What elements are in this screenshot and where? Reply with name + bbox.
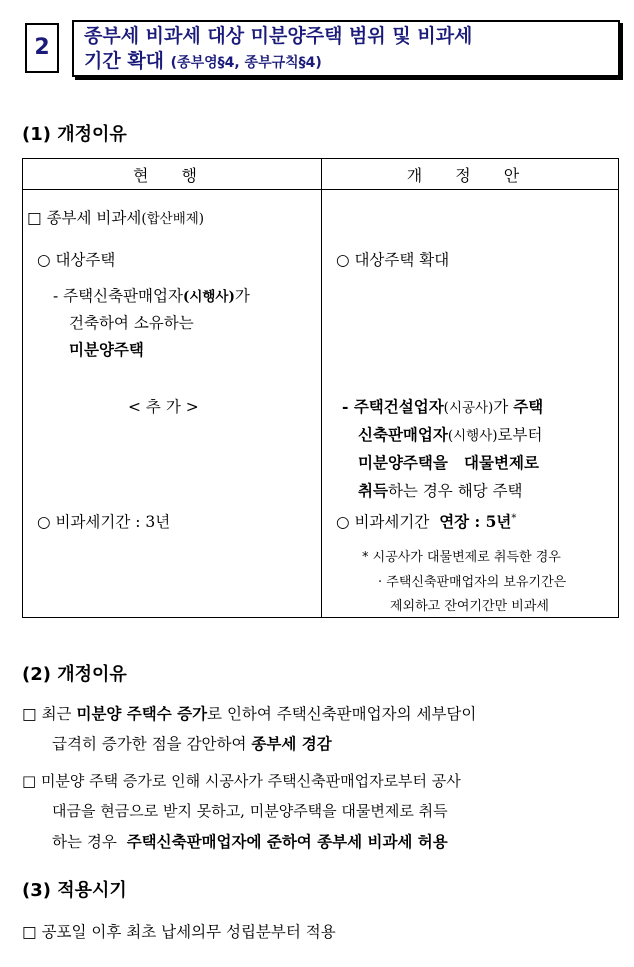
section-number-badge: 2 [25,23,59,73]
revised-dash-line-1 [342,395,543,417]
current-dash-text-b: (시행사) [182,289,235,305]
revised-note-1: * 시공사가 대물변제로 취득한 경우 [362,550,561,565]
revised-cell [322,190,619,618]
section-3-para-1: □ 공포일 이후 최초 납세의무 성립분부터 적용 [22,923,336,941]
revised-line3-a: 미분양주택을 [358,453,448,472]
revised-line3-b: 대물변제로 [464,453,539,472]
current-dash-text-a: - 주택신축판매업자 [53,287,183,305]
s2p2-b: 주택신축판매업자에 준하여 종부세 비과세 허용 [126,832,448,851]
revised-dash-text-c: 가 [493,398,509,416]
column-header-revised: 개 정 안 [322,159,619,190]
current-box-item-text: □ 종부세 비과세 [27,209,142,227]
revised-dash-text-b: (시공사) [443,400,494,416]
revised-line2-b: (시행사) [447,428,498,444]
current-box-item [27,206,204,228]
title-line-2 [84,49,608,76]
current-dash-text-c: 가 [234,287,250,305]
s2p1-e: 종부세 경감 [251,734,332,753]
revised-target-housing: ○ 대상주택 확대 [336,251,450,269]
revised-line2-c: 로부터 [497,426,543,444]
revised-line4-b: 하는 경우 해당 주택 [387,482,523,500]
s2p1-b: 미분양 주택수 증가 [76,704,208,723]
current-cell [23,190,322,618]
current-dash-item [53,284,250,306]
revised-period [336,510,516,532]
revised-period-star: * [511,512,517,524]
revised-note-3: 제외하고 잔여기간만 비과세 [390,599,549,614]
current-dash-line-3: 미분양주택 [69,340,144,359]
comparison-table [22,158,619,618]
section-2-para-1-line-2 [52,732,332,754]
section-2-para-2-line-3 [52,830,448,852]
revised-dash-line-3 [358,451,539,473]
current-box-item-note: (합산배제) [141,211,205,227]
revised-note-2: · 주택신축판매업자의 보유기간은 [378,575,567,590]
column-header-current: 현 행 [23,159,322,190]
s2p1-a: □ 최근 [22,705,72,723]
title-line-1: 종부세 비과세 대상 미분양주택 범위 및 비과세 [84,25,473,47]
revised-line2-a: 신축판매업자 [358,425,448,444]
title-box [72,20,620,77]
title-reference: (종부영§4, 종부규칙§4) [170,55,322,71]
current-dash-line-2: 건축하여 소유하는 [69,314,194,332]
section-1-heading: (1) 개정이유 [22,124,127,145]
revised-line4-a: 취득 [358,481,388,500]
revised-dash-line-4 [358,479,523,501]
section-2-para-2-line-2: 대금을 현금으로 받지 못하고, 미분양주택을 대물변제로 취득 [52,802,448,820]
section-2-para-1-line-1 [22,702,476,724]
current-period: ○ 비과세기간 : 3년 [37,513,171,531]
revised-dash-line-2 [358,423,542,445]
section-3-heading: (3) 적용시기 [22,880,127,901]
s2p1-d: 급격히 증가한 점을 감안하여 [52,735,247,753]
section-2-heading: (2) 개정이유 [22,664,127,685]
s2p2-a: 하는 경우 [52,833,117,851]
s2p1-c: 로 인하여 주택신축판매업자의 세부담이 [207,705,477,723]
current-target-housing: ○ 대상주택 [37,251,116,269]
section-2-para-2-line-1: □ 미분양 주택 증가로 인해 시공사가 주택신축판매업자로부터 공사 [22,772,461,790]
revised-dash-text-d: 주택 [513,397,544,416]
current-added-placeholder: < 추 가 > [128,398,199,416]
title-line-2-text: 기간 확대 [84,50,165,72]
revised-period-b: 연장 : 5년 [439,512,512,531]
revised-period-a: ○ 비과세기간 [336,513,430,531]
revised-dash-text-a: - 주택건설업자 [342,397,444,416]
